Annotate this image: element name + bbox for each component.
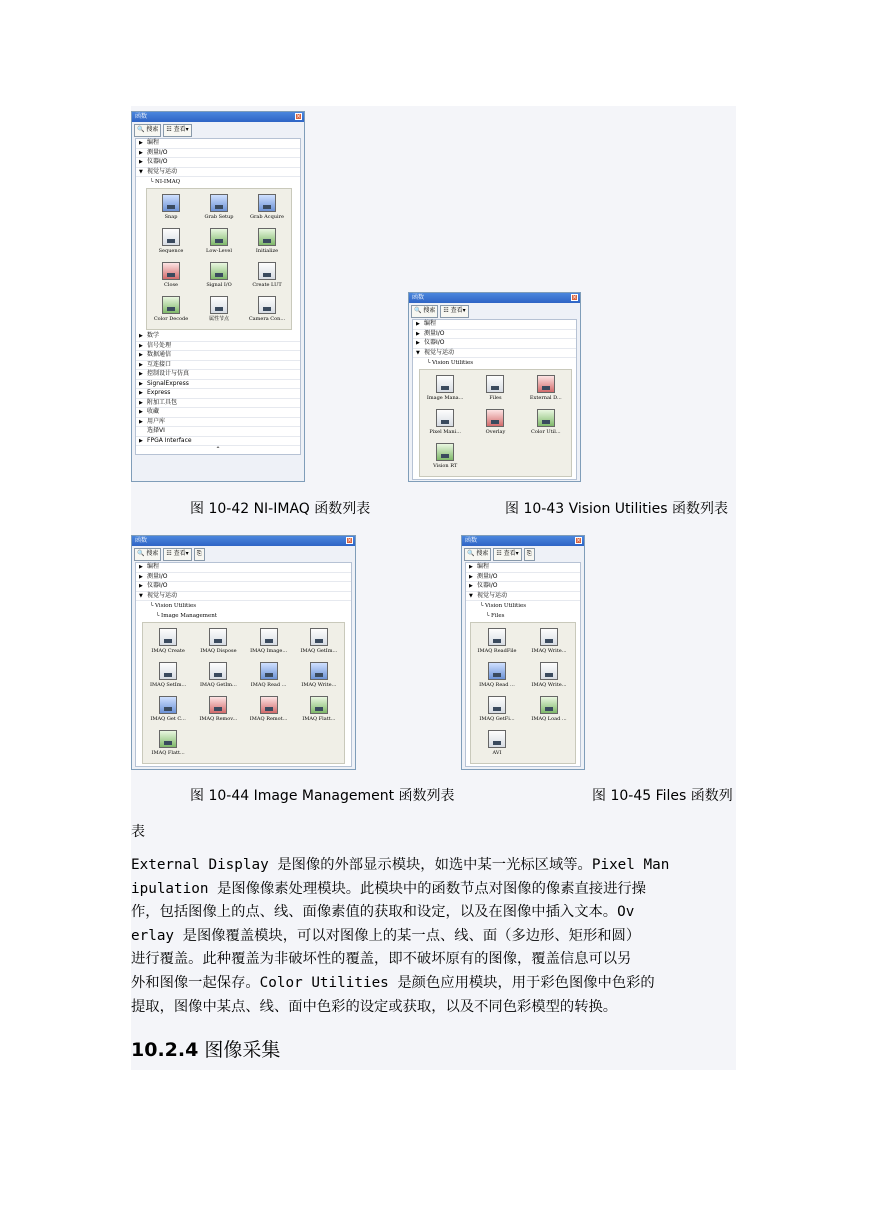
imaq-flatten-icon [310,696,328,714]
grab-acquire-icon [258,194,276,212]
color-utilities-icon [537,409,555,427]
palette-icon-item[interactable]: IMAQ GetIm... [193,659,243,693]
palette-icon-item[interactable]: IMAQ Read ... [244,659,294,693]
paragraph-line: erlay 是图像覆盖模块，可以对图像上的某一点、线、面（多边形、矩形和圆） [131,927,641,944]
paragraph-line: 外和图像一起保存。Color Utilities 是颜色应用模块，用于彩色图像中色彩的 [131,975,655,991]
expand-arrow-icon: ▶ [139,390,143,396]
category-row-expanded[interactable]: ▼ 视觉与运动 [136,592,351,602]
close-icon[interactable]: × [347,537,353,544]
view-button[interactable]: ☷ 查看▾ [493,548,521,561]
icon-grid [146,188,292,330]
category-row[interactable]: ▶ 测量I/O [413,330,576,340]
imaq-remote-icon [260,696,278,714]
palette-icon-item[interactable]: Files [470,372,520,406]
category-row[interactable]: ▶ 互连接口 [136,361,300,371]
paragraph-line: External Display 是图像的外部显示模块，如选中某一光标区域等。Pixel Man [131,857,670,873]
functions-palette-files [461,535,585,770]
imaq-getimage-icon [310,628,328,646]
expand-arrow-icon: ▶ [416,321,420,327]
expand-arrow-icon: ▶ [139,564,143,570]
palette-options-button[interactable]: ⎘ [524,548,535,561]
palette-icon-item[interactable]: Grab Acquire [243,191,291,225]
functions-palette-image-management [131,535,356,770]
palette-title: 函数 [135,537,148,544]
expand-arrow-icon: ▶ [139,361,143,368]
subpalette-path: └ Vision Utilities [427,360,474,366]
category-row[interactable]: ▶ 测量I/O [466,573,580,583]
palette-icon-item[interactable]: 属性节点 [195,293,243,327]
figure-caption-10-42: 图 10-42 NI-IMAQ 函数列表 [190,501,371,517]
palette-icon-item[interactable]: Snap [147,191,195,225]
imaq-get-color-icon [159,696,177,714]
close-icon[interactable]: × [296,113,302,120]
imaq-load-icon [540,696,558,714]
view-button[interactable]: ☷ 查看▾ [163,124,191,137]
category-row-expanded[interactable]: ▼ 视觉与运动 [413,349,576,359]
close-icon[interactable]: × [572,294,578,301]
palette-icon-item[interactable]: Overlay [470,406,520,440]
category-row-expanded[interactable]: ▼ 视觉与运动 [466,592,580,602]
create-lut-icon [258,262,276,280]
category-row[interactable]: ▶ SignalExpress [136,380,300,390]
category-row[interactable]: ▶ 仪器I/O [413,339,576,349]
palette-icon-item[interactable]: Vision RT [420,440,470,474]
category-row[interactable]: ▶ 编程 [466,563,580,573]
expand-arrow-icon: ▶ [139,159,143,165]
category-row[interactable]: ▶ 测量I/O [136,573,351,583]
palette-icon-item[interactable]: Create LUT [243,259,291,293]
expand-arrow-icon: ▶ [139,333,143,339]
palette-icon-item[interactable]: IMAQ Remot... [244,693,294,727]
palette-icon-item[interactable]: IMAQ Write... [523,659,575,693]
palette-icon-item[interactable]: Pixel Mani... [420,406,470,440]
palette-icon-item[interactable]: Low-Level [195,225,243,259]
view-button[interactable]: ☷ 查看▾ [163,548,191,561]
category-row[interactable]: ▶ 仪器I/O [136,582,351,592]
search-button[interactable]: 🔍 搜索 [411,305,438,318]
expand-arrow-icon: ▶ [139,437,143,444]
figure-caption-10-45: 图 10-45 Files 函数列 [592,788,733,804]
collapse-arrow-icon: ▼ [139,168,143,175]
expand-arrow-icon: ▶ [139,573,143,580]
color-decode-icon [162,296,180,314]
palette-icon-item[interactable]: IMAQ ReadFile [471,625,523,659]
section-heading [131,1038,280,1062]
palette-icon-item[interactable]: IMAQ Flatt... [294,693,344,727]
figure-caption-10-43: 图 10-43 Vision Utilities 函数列表 [505,501,728,517]
paragraph-line: 作，包括图像上的点、线、面像素值的获取和设定，以及在图像中插入文本。Ov [131,904,635,921]
expand-arrow-icon: ▶ [469,564,473,570]
category-row[interactable]: ▶ FPGA Interface [136,437,300,447]
imaq-write-icon [310,662,328,680]
expand-arrow-icon: ▶ [139,149,143,156]
subpalette-path: └ Vision Utilities [150,603,197,609]
category-row[interactable]: ▶ 编程 [413,320,576,330]
expand-arrow-icon: ▶ [139,583,143,589]
property-node-icon [210,296,228,314]
palette-list [135,138,301,455]
palette-list [135,562,352,767]
functions-palette-vision-utilities [408,292,581,482]
search-button[interactable]: 🔍 搜索 [134,124,161,137]
palette-icon-item[interactable]: IMAQ Dispose [193,625,243,659]
avi-icon [488,730,506,748]
palette-toolbar [132,546,355,561]
palette-icon-item[interactable]: Initialize [243,225,291,259]
imaq-write-image-icon [540,662,558,680]
close-icon[interactable]: × [576,537,582,544]
collapse-arrow-icon: ▼ [469,592,473,599]
low-level-icon [210,228,228,246]
imaq-getfileinfo-icon [488,696,506,714]
figure-caption-10-44: 图 10-44 Image Management 函数列表 [190,788,455,804]
grab-setup-icon [210,194,228,212]
expand-arrow-icon: ▶ [416,340,420,346]
category-row[interactable]: ▶ 用户库 [136,418,300,428]
subpalette-path: └ Image Management [156,613,217,619]
expand-arrow-icon: ▶ [416,330,420,337]
palette-toolbar [132,122,304,137]
palette-icon-item[interactable]: Color Decode [147,293,195,327]
category-row[interactable]: ▶ 附加工具包 [136,399,300,409]
palette-icon-item[interactable]: Signal I/O [195,259,243,293]
palette-title-bar[interactable] [132,112,304,122]
palette-title: 函数 [135,113,148,120]
collapse-arrow-icon: ▼ [139,592,143,599]
sequence-icon [162,228,180,246]
imaq-remove-icon [209,696,227,714]
palette-icon-item[interactable]: Close [147,259,195,293]
signal-io-icon [210,262,228,280]
palette-title: 函数 [412,294,425,301]
palette-options-button[interactable]: ⎘ [194,548,205,561]
expand-arrow-icon: ▶ [139,140,143,146]
expand-arrow-icon: ▶ [139,418,143,425]
palette-icon-item[interactable]: Camera Con... [243,293,291,327]
expand-arrow-icon: ▶ [139,352,143,358]
palette-list [412,319,577,480]
palette-icon-item[interactable]: Color Util... [521,406,571,440]
palette-icon-item[interactable]: Image Mana... [420,372,470,406]
category-row[interactable]: ▶ Express [136,389,300,399]
search-button[interactable]: 🔍 搜索 [134,548,161,561]
category-row[interactable]: ▶ 数学 [136,332,300,342]
expand-arrow-icon: ▶ [139,399,143,406]
pixel-manipulation-icon [436,409,454,427]
imaq-readfile-icon [488,628,506,646]
palette-title-bar[interactable] [409,293,580,303]
palette-icon-item[interactable]: IMAQ Flatt... [143,727,193,761]
palette-icon-item[interactable]: AVI [471,727,523,761]
subpalette-path: └ Files [486,613,505,619]
palette-icon-item[interactable]: IMAQ SetIm... [143,659,193,693]
view-button[interactable]: ☷ 查看▾ [440,305,468,318]
image-management-icon [436,375,454,393]
expand-arrow-icon: ▶ [139,380,143,387]
imaq-create-icon [159,628,177,646]
palette-icon-item[interactable]: IMAQ Create [143,625,193,659]
section-title: 图像采集 [204,1039,281,1061]
category-row[interactable]: ▶ 数据通信 [136,351,300,361]
external-display-icon [537,375,555,393]
category-row[interactable]: ▶ 测量I/O [136,149,300,159]
category-row[interactable]: ▶ 信号处理 [136,342,300,352]
expand-arrow-icon: ▶ [139,342,143,349]
category-row[interactable]: ▶ 编程 [136,563,351,573]
palette-icon-item[interactable]: IMAQ GetFi... [471,693,523,727]
palette-icon-item[interactable]: IMAQ Get C... [143,693,193,727]
search-button[interactable]: 🔍 搜索 [464,548,491,561]
files-icon [486,375,504,393]
camera-control-icon [258,296,276,314]
imaq-getimage-names-icon [209,662,227,680]
palette-icon-item[interactable]: IMAQ Read ... [471,659,523,693]
expand-arrow-icon: ▶ [469,573,473,580]
palette-title-bar[interactable] [462,536,584,546]
paragraph-line: 进行覆盖。此种覆盖为非破坏性的覆盖，即不破坏原有的图像，覆盖信息可以另 [131,951,632,968]
imaq-image-info-icon [260,628,278,646]
category-row[interactable]: ▶ 控制设计与仿真 [136,370,300,380]
vision-rt-icon [436,443,454,461]
subpalette-path: └ Vision Utilities [480,603,527,609]
overlay-icon [486,409,504,427]
imaq-read-icon [260,662,278,680]
functions-palette-ni-imaq [131,111,305,482]
figure-caption-10-45-wrap: 表 [131,824,145,840]
initialize-icon [258,228,276,246]
expand-arrow-icon: ▶ [139,409,143,415]
scroll-more-icon[interactable]: ⌃ [215,446,221,453]
palette-icon-item[interactable]: IMAQ GetIm... [294,625,344,659]
expand-arrow-icon: ▶ [469,583,473,589]
expand-arrow-icon: ▶ [139,371,143,377]
category-row[interactable]: 选择VI [136,427,300,437]
imaq-flatten-string-icon [159,730,177,748]
icon-grid [470,622,576,764]
paragraph-line: ipulation 是图像像素处理模块。此模块中的函数节点对图像的像素直接进行操 [131,880,646,897]
palette-list [465,562,581,767]
category-row[interactable]: ▶ 编程 [136,139,300,149]
category-row[interactable]: ▶ 仪器I/O [466,582,580,592]
palette-icon-item[interactable]: Grab Setup [195,191,243,225]
palette-icon-item[interactable]: IMAQ Write... [523,625,575,659]
palette-title-bar[interactable] [132,536,355,546]
imaq-dispose-icon [209,628,227,646]
paragraph-line: 提取，图像中某点、线、面中色彩的设定或获取，以及不同色彩模型的转换。 [131,998,618,1015]
category-row-expanded[interactable]: ▼ 视觉与运动 [136,168,300,178]
palette-toolbar [409,303,580,318]
icon-grid [142,622,345,764]
imaq-writefile-icon [540,628,558,646]
snap-icon [162,194,180,212]
imaq-setimage-icon [159,662,177,680]
palette-icon-item[interactable]: IMAQ Remov... [193,693,243,727]
palette-icon-item[interactable]: IMAQ Image... [244,625,294,659]
palette-icon-item[interactable]: External D... [521,372,571,406]
close-function-icon [162,262,180,280]
section-number: 10.2.4 [131,1039,199,1061]
category-row[interactable]: ▶ 仪器I/O [136,158,300,168]
imaq-read-image-icon [488,662,506,680]
palette-toolbar [462,546,584,561]
palette-title: 函数 [465,537,478,544]
subpalette-path: └ NI-IMAQ [150,179,181,185]
icon-grid [419,369,572,477]
category-row[interactable]: ▶ 收藏 [136,408,300,418]
palette-icon-item[interactable]: IMAQ Load ... [523,693,575,727]
palette-icon-item[interactable]: IMAQ Write... [294,659,344,693]
palette-icon-item[interactable]: Sequence [147,225,195,259]
collapse-arrow-icon: ▼ [416,349,420,356]
